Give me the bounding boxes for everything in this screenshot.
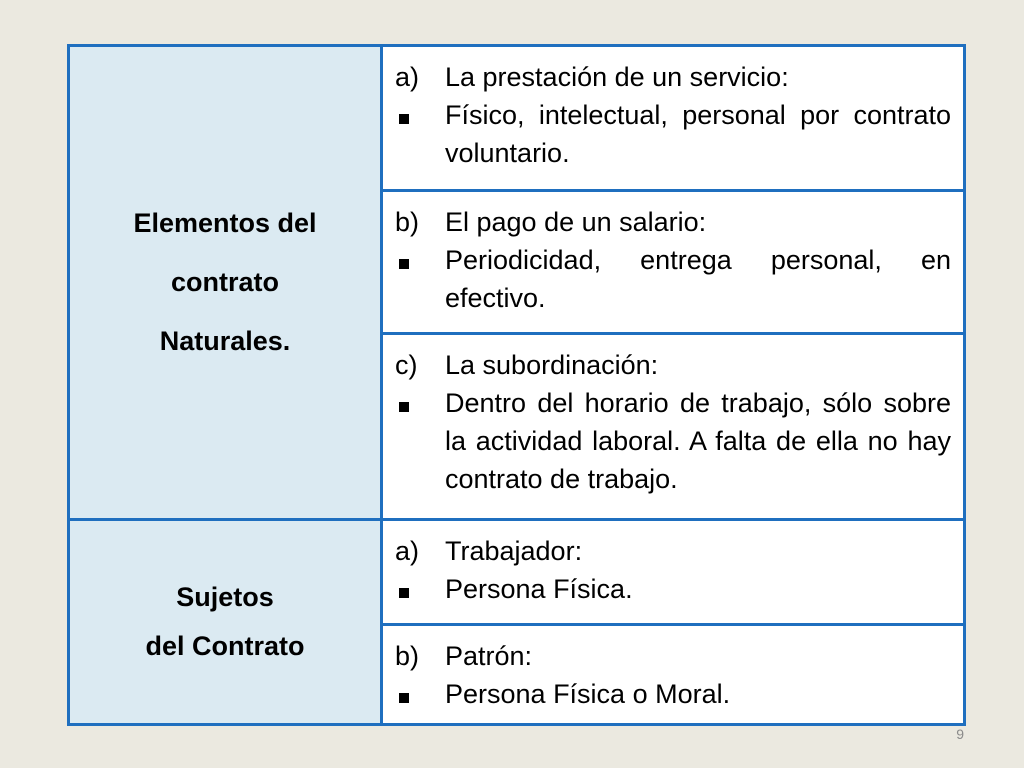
item-heading-text: La prestación de un servicio: — [445, 62, 789, 92]
item-detail-text: Persona Física. — [445, 574, 633, 604]
page-number: 9 — [956, 726, 964, 742]
table-row — [69, 46, 965, 191]
item-marker: b) — [395, 207, 420, 237]
group-label-sujetos — [69, 520, 382, 725]
square-bullet-icon — [395, 100, 445, 138]
item-heading — [395, 203, 951, 241]
item-heading — [395, 637, 951, 675]
item-detail — [395, 384, 951, 498]
item-heading-text: La subordinación: — [445, 350, 659, 380]
square-bullet-icon — [395, 574, 445, 612]
square-bullet-icon — [395, 679, 445, 717]
square-bullet-icon — [395, 388, 445, 426]
group-label-line: contrato — [171, 267, 279, 297]
item-cell-salario — [382, 191, 965, 334]
item-detail-text: Dentro del horario de trabajo, sólo sobre la actividad laboral. A falta de ella no hay contrato de trabajo. — [445, 388, 951, 494]
square-bullet-icon — [395, 245, 445, 283]
group-label-line: del Contrato — [145, 631, 305, 661]
item-detail — [395, 96, 951, 172]
item-cell-trabajador — [382, 520, 965, 625]
contract-elements-table — [67, 44, 966, 726]
item-heading — [395, 532, 951, 570]
item-marker: a) — [395, 62, 420, 92]
group-label-line: Sujetos — [176, 582, 274, 612]
item-marker: b) — [395, 641, 420, 671]
item-marker: a) — [395, 536, 420, 566]
item-cell-subordinacion — [382, 334, 965, 520]
item-detail — [395, 675, 951, 717]
item-detail-text: Físico, intelectual, personal por contrato voluntario. — [445, 100, 951, 168]
item-heading-text: El pago de un salario: — [445, 207, 707, 237]
item-cell-prestacion — [382, 46, 965, 191]
item-detail-text: Periodicidad, entrega personal, en efectivo. — [445, 245, 951, 313]
group-label-elementos — [69, 46, 382, 520]
item-heading-text: Patrón: — [445, 641, 533, 671]
item-detail-text: Persona Física o Moral. — [445, 679, 731, 709]
table-row — [69, 520, 965, 625]
group-label-line: Elementos del — [133, 208, 317, 238]
item-detail — [395, 570, 951, 612]
item-heading-text: Trabajador: — [445, 536, 583, 566]
item-heading — [395, 58, 951, 96]
item-detail — [395, 241, 951, 317]
item-marker: c) — [395, 350, 418, 380]
item-heading — [395, 346, 951, 384]
group-label-line: Naturales. — [159, 326, 291, 356]
item-cell-patron — [382, 625, 965, 725]
